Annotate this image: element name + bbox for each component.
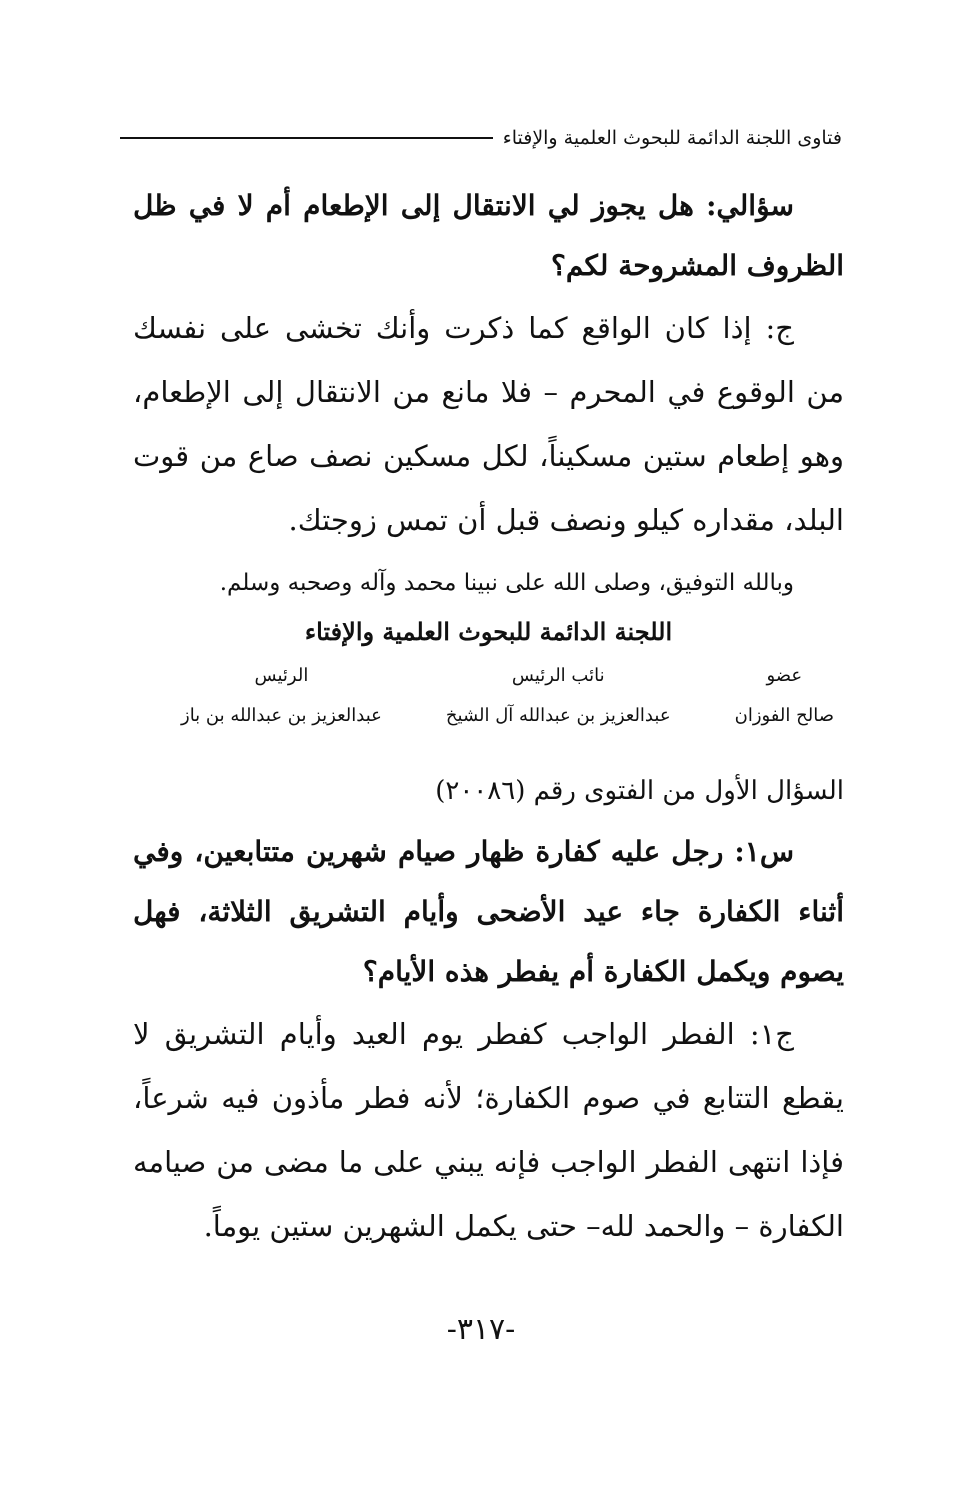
question-2: س١: رجل عليه كفارة ظهار صيام شهرين متتابعين، وفي أثناء الكفارة جاء عيد الأضحى وأيام التشريق الثلاثة، فهل يصوم ويكمل الكفارة أم يفطر هذه الأيام؟ [133, 835, 844, 988]
answer-2: ج١: الفطر الواجب كفطر يوم العيد وأيام التشريق لا يقطع التتابع في صوم الكفارة؛ لأنه فطر مأذون فيه شرعاً، فإذا انتهى الفطر الواجب فإنه يبني على ما مضى من صيامه الكفارة – والحمد لله– حتى يكمل الشهرين ستين يوماً. [133, 1017, 844, 1243]
running-header [120, 118, 842, 158]
member-name: صالح الفوزان [734, 705, 834, 726]
question-1: سؤالي: هل يجوز لي الانتقال إلى الإطعام أم لا في ظل الظروف المشروحة لكم؟ [133, 189, 844, 282]
member-member [735, 656, 834, 736]
member-role: نائب الرئيس [511, 665, 605, 686]
member-vice-president [446, 656, 671, 736]
member-role: عضو [766, 665, 803, 686]
committee-members [133, 656, 844, 736]
header-rule [120, 137, 493, 139]
answer-1: ج: إذا كان الواقع كما ذكرت وأنك تخشى على نفسك من الوقوع في المحرم – فلا مانع من الانتقال إلى الإطعام، وهو إطعام ستين مسكيناً، لكل مسكين نصف صاع من قوت البلد، مقداره كيلو ونصف قبل أن تمس زوجتك. [133, 311, 844, 537]
running-title: فتاوى اللجنة الدائمة للبحوث العلمية والإفتاء [502, 127, 842, 149]
fatwa-title: السؤال الأول من الفتوى رقم (٢٠٠٨٦) [435, 776, 844, 806]
member-role: الرئيس [254, 665, 309, 686]
member-president [181, 656, 382, 736]
member-name: عبدالعزيز بن عبدالله بن باز [181, 705, 382, 726]
page-content [133, 176, 844, 1258]
member-name: عبدالعزيز بن عبدالله آل الشيخ [445, 705, 671, 726]
closing-line: وبالله التوفيق، وصلى الله على نبينا محمد وآله وصحبه وسلم. [219, 570, 794, 596]
page-number: -٣١٧- [446, 1312, 516, 1347]
committee-name: اللجنة الدائمة للبحوث العلمية والإفتاء [304, 617, 673, 646]
